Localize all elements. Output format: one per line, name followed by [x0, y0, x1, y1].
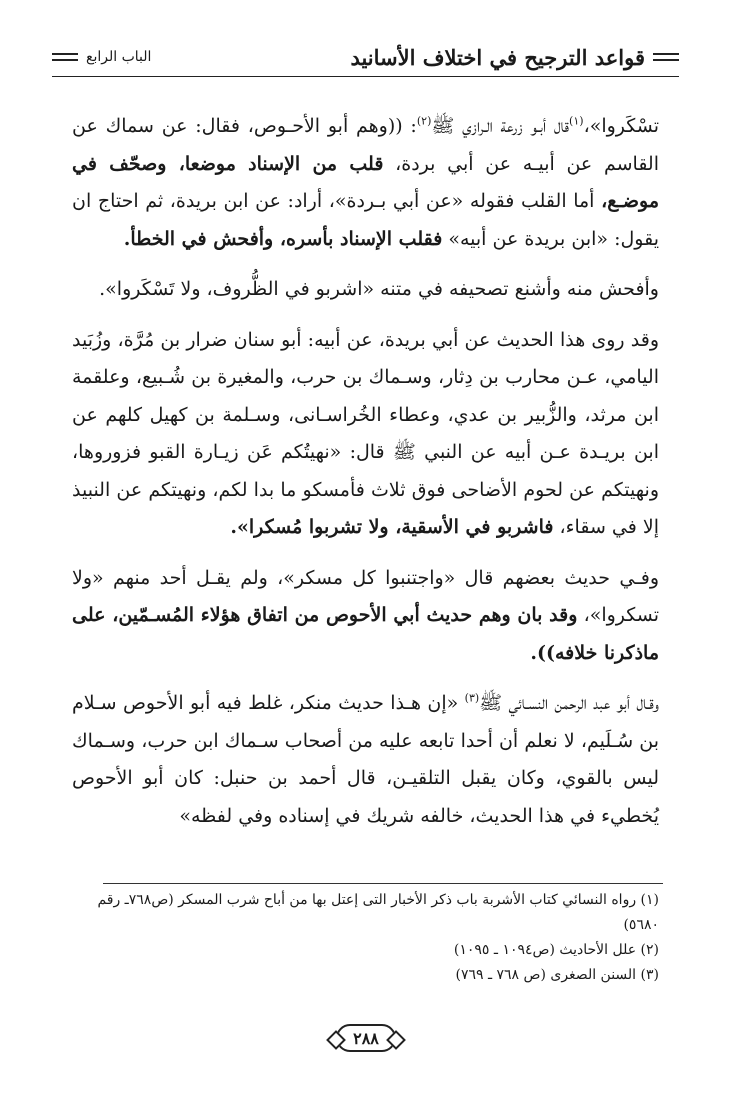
chapter-label — [52, 49, 151, 65]
paragraph-3 — [72, 322, 659, 547]
book-title — [350, 45, 679, 70]
footnote-separator — [103, 883, 663, 884]
paragraph-2: وأفحش منه وأشنع تصحيفه في متنه «اشربو في الظُّروف، ولا تَسْكَروا». — [99, 278, 659, 300]
footnote-ref-3: (٣) — [464, 691, 480, 705]
chapter-label-text: الباب الرابع — [86, 49, 152, 65]
p4-bold-1: وقد بان وهم حديث أبي الأحوص من اتفاق هؤلاء المُسـمّين، على ماذكرنا خلافه)). — [72, 604, 659, 664]
p1-text-4: أما القلب فقوله «عن أبي بـردة»، أراد: عن ابن بريدة، ثم احتاج ان يقول: «ابن بريدة عن أبيه» — [72, 190, 659, 250]
p5-text-1: وقـال أبو عبد الرحمن النسـائي ﷺ — [479, 692, 659, 714]
p1-bold-2: فقلب الإسناد بأسره، وأفحش في الخطأ. — [123, 227, 443, 250]
p3-text-1: وقد روى هذا الحديث عن أبي بريدة، عن أبيه: أبو سنان ضرار بن مُرَّة، وزُبَيد اليامي، عـن محارب بن دِثار، وسـماك بن حرب، والمغيرة بن شُـبيع، وعلقمة ابن مرثد، والزُّبير بن عدي، وعطاء الخُراسـانى، وسـلمة بن كهيل كلهم عن ابن بريـدة عـن أبيه عن النبي ﷺ قال: «نهيتُكم عَن زيـارة القبو فزوروها، ونهيتكم عن لحوم الأضاحى فوق ثلاث فأمسكو ما بدا لكم، ونهيتكم عن النبيذ إلا في سقاء، — [72, 328, 659, 538]
footnote-ref-2: (٢) — [416, 114, 432, 128]
page-number-badge — [326, 1018, 406, 1058]
paragraph-4 — [72, 560, 659, 673]
paragraph-5 — [72, 685, 659, 835]
running-header — [52, 42, 679, 72]
main-text — [72, 108, 659, 835]
footnote-2: (٢) علل الأحاديث (ص١٠٩٤ ـ ١٠٩٥) — [453, 942, 659, 958]
p4-text-1: وفـي حديث بعضهم قال «واجتنبوا كل مسكر»، ولم يقـل أحد منهم «ولا تسكروا»، — [72, 566, 660, 626]
p1-text-2: قال أبـو زرعة الـرازي ﷺ — [431, 115, 570, 137]
paragraph-1 — [72, 108, 659, 258]
p3-bold-1: فاشربو في الأسقية، ولا تشربوا مُسكرا». — [230, 516, 554, 538]
book-title-text: قواعد الترجيح في اختلاف الأسانيد — [350, 44, 645, 70]
footnote-ref-1: (١) — [569, 114, 584, 128]
footnote-3: (٣) السنن الصغرى (ص ٧٦٨ ـ ٧٦٩) — [455, 967, 659, 983]
p1-text-3: : ((وهم أبو الأحـوص، فقال: عن سماك عن القاسم عن أبيـه عن أبي بردة، — [72, 115, 659, 175]
footnotes — [68, 888, 659, 988]
p1-bold-1: قلب من الإسناد موضعا، وصحّف في موضـع، — [72, 152, 659, 212]
p5-text-2: «إن هـذا حديث منكر، غلط فيه أبو الأحوص سـلام بن سُـلَيم، لا نعلم أن أحدا تابعه عليه من أصحاب سـماك ابن حرب، وسـماك ليس بالقوي، وكان يقبل التلقيـن، قال أحمد بن حنبل: كان أبو الأحوص يُخطيء في هذا الحديث، خالفه شريك في إسناده وفي لفظه» — [72, 692, 659, 827]
page-number: ٢٨٨ — [353, 1028, 379, 1048]
header-ornament-right — [653, 53, 679, 61]
header-rule — [52, 76, 679, 77]
p1-text-1: تسْكَروا»، — [583, 115, 659, 137]
footnote-1: (١) رواه النسائي كتاب الأشربة باب ذكر الأخبار التى إعتل بها من أباح شرب المسكر (ص٧٦٨ـ رقم ٥٦٨٠) — [97, 892, 659, 933]
header-ornament-left — [52, 53, 78, 61]
